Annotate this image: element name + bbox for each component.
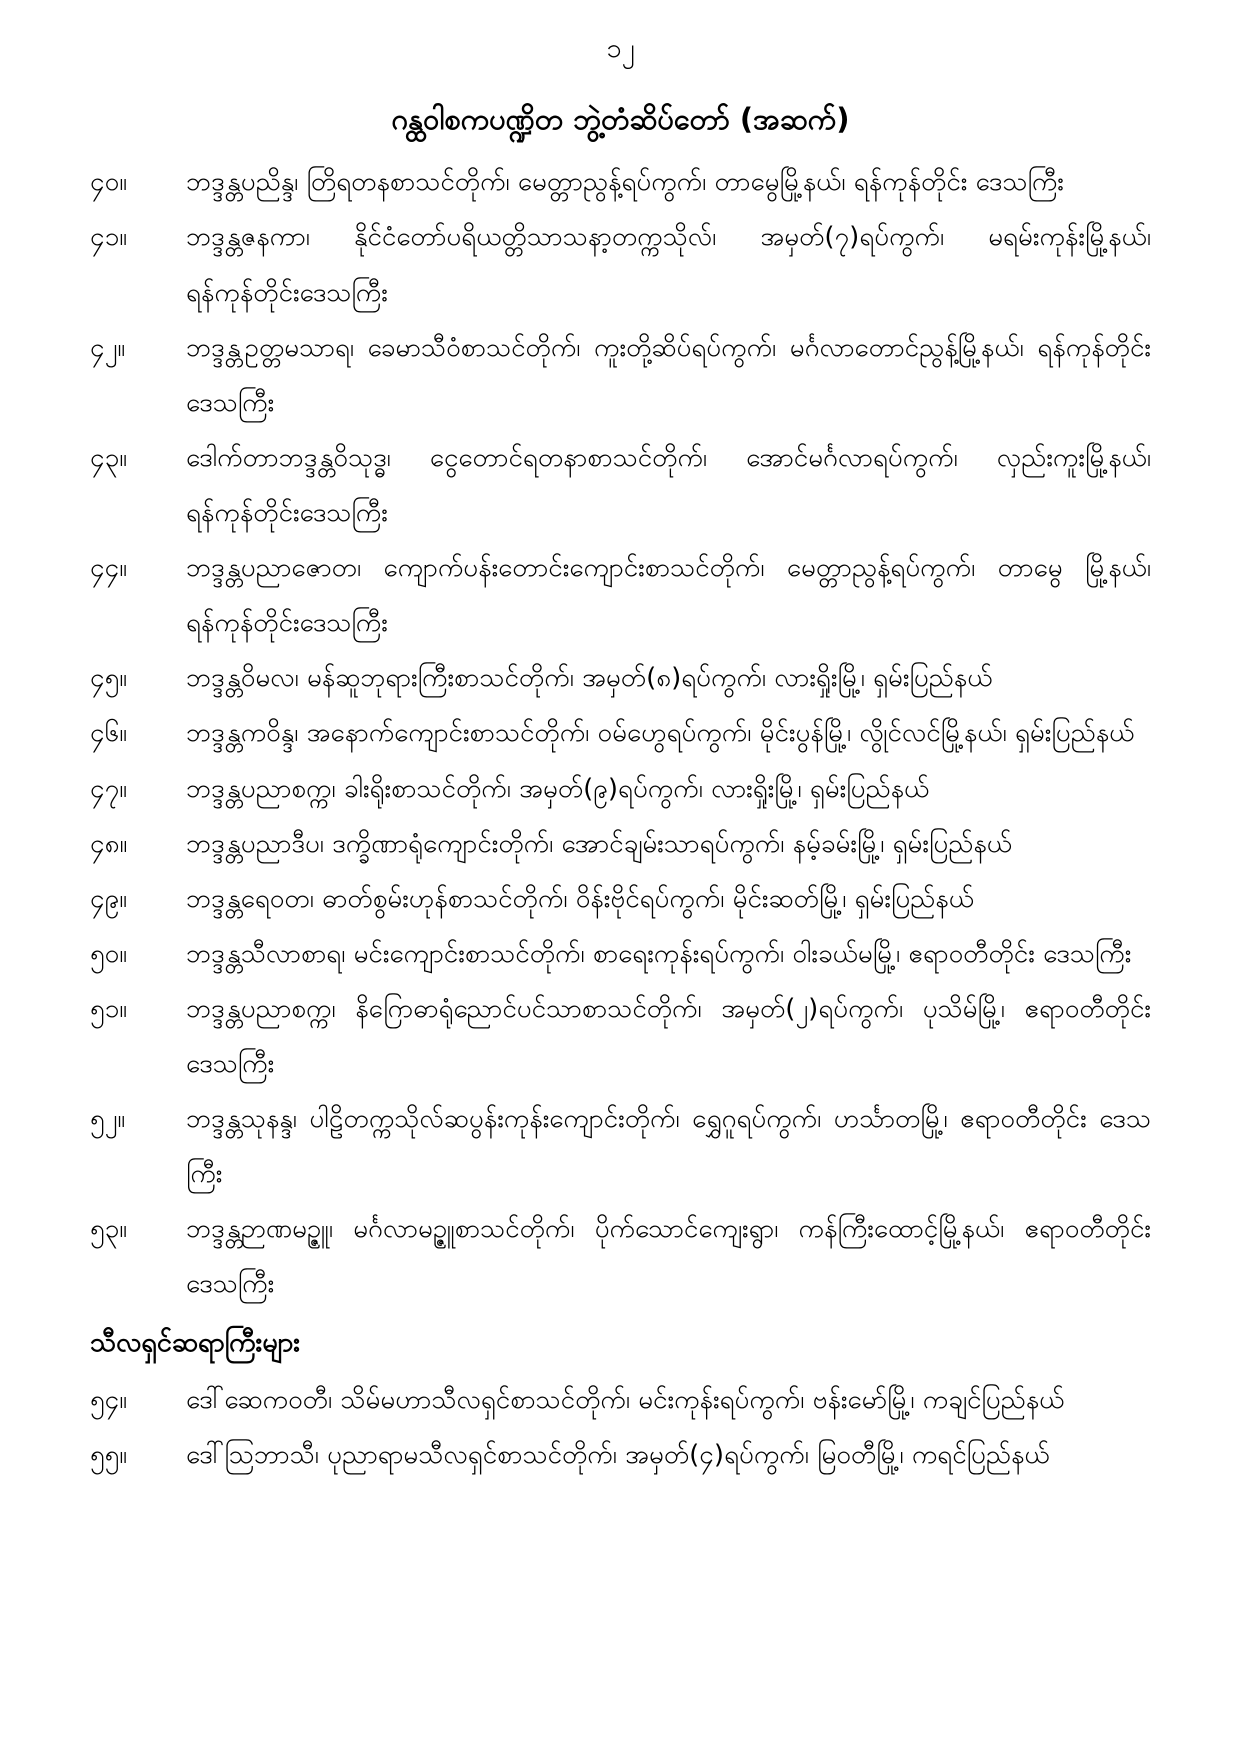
list-item xyxy=(90,651,1151,706)
list-item xyxy=(90,1373,1151,1428)
entry-number: ၅၃။ xyxy=(90,1214,128,1245)
entry-number: ၅၁။ xyxy=(90,993,128,1024)
entry-text: ဘဒ္ဒန္တဥတ္တမသာရ၊ ခေမာသီဝံစာသင်တိုက်၊ ကူးတို့ဆိပ်ရပ်ကွက်၊ မင်္ဂလာတောင်ညွန့်မြို့နယ်၊ ရန်ကုန်တိုင်းဒေသကြီး xyxy=(186,332,1151,418)
entry-text: ဘဒ္ဒန္တဉာဏမဥ္ဇူ၊ မင်္ဂလာမဥ္ဇူစာသင်တိုက်၊ ပိုက်သောင်ကျေးရွာ၊ ကန်ကြီးထောင့်မြို့နယ်၊ ဧရာဝတီတိုင်းဒေသကြီး xyxy=(186,1214,1151,1300)
entry-number: ၅၅။ xyxy=(90,1440,128,1471)
page-number: ၁၂ xyxy=(606,33,635,64)
entry-number: ၄၆။ xyxy=(90,718,128,749)
entry-text: ဘဒ္ဒန္တဇနကာ၊ နိုင်ငံတော်ပရိယတ္တိသာသနာ့တက္ကသိုလ်၊ အမှတ်(၇)ရပ်ကွက်၊ မရမ်းကုန်းမြို့နယ်၊ ရန်ကုန်တိုင်းဒေသကြီး xyxy=(186,222,1151,308)
entry-text: ဘဒ္ဒန္တဝိမလ၊ မန်ဆူဘုရားကြီးစာသင်တိုက်၊ အမှတ်(၈)ရပ်ကွက်၊ လားရှိုးမြို့၊ ရှမ်းပြည်နယ် xyxy=(186,663,993,694)
list-item xyxy=(90,541,1151,651)
entry-number: ၄၂။ xyxy=(90,332,126,363)
entry-text: ဘဒ္ဒန္တကဝိန္ဒ၊ အနောက်ကျောင်းစာသင်တိုက်၊ ဝမ်ဟွေရပ်ကွက်၊ မိုင်းပွန်မြို့၊ လွိုင်လင်မြို့နယ်၊ ရှမ်းပြည်နယ် xyxy=(186,718,1135,749)
entry-number: ၅၄။ xyxy=(90,1385,128,1416)
section-header: သီလရှင်ဆရာကြီးများ xyxy=(90,1326,301,1358)
list-item xyxy=(90,982,1151,1092)
entry-number: ၄၀။ xyxy=(90,167,128,198)
entry-number: ၅၂။ xyxy=(90,1104,126,1135)
entry-text: ဒေါက်တာဘဒ္ဒန္တဝိသုဒ္ဓ၊ ငွေတောင်ရတနာစာသင်တိုက်၊ အောင်မင်္ဂလာရပ်ကွက်၊ လှည်းကူးမြို့နယ်၊ ရန်ကုန်တိုင်းဒေသကြီး xyxy=(186,442,1151,528)
list-item xyxy=(90,1202,1151,1312)
list-item xyxy=(90,210,1151,320)
entry-text: ဘဒ္ဒန္တရေဝတ၊ ဓာတ်စွမ်းဟုန်စာသင်တိုက်၊ ဝိန်းဗိုင်ရပ်ကွက်၊ မိုင်းဆတ်မြို့၊ ရှမ်းပြည်နယ် xyxy=(186,883,974,914)
entry-number: ၄၄။ xyxy=(90,553,128,584)
page-title: ဂန္ထဝါစကပဏ္ဍိတ ဘွဲ့တံဆိပ်တော် (အဆက်) xyxy=(391,101,850,136)
entry-text: ဘဒ္ဒန္တပညိန္ဒ၊ တြိရတနစာသင်တိုက်၊ မေတ္တာညွန့်ရပ်ကွက်၊ တာမွေမြို့နယ်၊ ရန်ကုန်တိုင်း ဒေသကြီး xyxy=(186,167,1064,198)
list-item xyxy=(90,321,1151,431)
list-item xyxy=(90,872,1151,927)
list-item xyxy=(90,706,1151,761)
entry-number: ၅၀။ xyxy=(90,938,128,969)
list-item xyxy=(90,762,1151,817)
entry-text: ဘဒ္ဒန္တပညာစက္က၊ နိဂြောဓာရုံညောင်ပင်သာစာသင်တိုက်၊ အမှတ်(၂)ရပ်ကွက်၊ ပုသိမ်မြို့၊ ဧရာဝတီတိုင်းဒေသကြီး xyxy=(186,993,1151,1080)
entry-number: ၄၈။ xyxy=(90,828,128,859)
entry-number: ၄၉။ xyxy=(90,883,128,914)
entry-text: ဒေါ်သြဘာသီ၊ ပုညာရာမသီလရှင်စာသင်တိုက်၊ အမှတ်(၄)ရပ်ကွက်၊ မြဝတီမြို့၊ ကရင်ပြည်နယ် xyxy=(186,1440,1050,1471)
list-item xyxy=(90,431,1151,541)
entry-text: ဘဒ္ဒန္တပညာဒီပ၊ ဒက္ခိဏာရုံကျောင်းတိုက်၊ အောင်ချမ်းသာရပ်ကွက်၊ နမ့်ခမ်းမြို့၊ ရှမ်းပြည်နယ် xyxy=(186,828,1013,859)
entry-text: ဘဒ္ဒန္တသုနန္ဒ၊ ပါဠိတက္ကသိုလ်ဆပွန်းကုန်းကျောင်းတိုက်၊ ရွှေဂူရပ်ကွက်၊ ဟင်္သာတမြို့၊ ဧရာဝတီတိုင်း ဒေသကြီး xyxy=(186,1104,1151,1190)
entry-number: ၄၅။ xyxy=(90,663,128,694)
entry-text: ဒေါ်ဆေကဝတီ၊ သိမ်မဟာသီလရှင်စာသင်တိုက်၊ မင်းကုန်းရပ်ကွက်၊ ဗန်းမော်မြို့၊ ကချင်ပြည်နယ် xyxy=(186,1385,1065,1416)
list-item xyxy=(90,1428,1151,1483)
entry-text: ဘဒ္ဒန္တပညာဇောတ၊ ကျောက်ပန်းတောင်းကျောင်းစာသင်တိုက်၊ မေတ္တာညွန့်ရပ်ကွက်၊ တာမွေ မြို့နယ်၊ ရန်ကုန်တိုင်းဒေသကြီး xyxy=(186,553,1151,639)
list-item xyxy=(90,155,1151,210)
list-item xyxy=(90,817,1151,872)
entry-number: ၄၇။ xyxy=(90,773,128,804)
entry-text: ဘဒ္ဒန္တပညာစက္က၊ ခါးရိုးစာသင်တိုက်၊ အမှတ်(၉)ရပ်ကွက်၊ လားရှိုးမြို့၊ ရှမ်းပြည်နယ် xyxy=(186,773,930,804)
entry-text: ဘဒ္ဒန္တသီလာစာရ၊ မင်းကျောင်းစာသင်တိုက်၊ စာရေးကုန်းရပ်ကွက်၊ ဝါးခယ်မမြို့၊ ဧရာဝတီတိုင်း ဒေသကြီး xyxy=(186,938,1132,969)
entry-number: ၄၁။ xyxy=(90,222,128,253)
entry-number: ၄၃။ xyxy=(90,442,128,473)
list-item xyxy=(90,1092,1151,1202)
list-item xyxy=(90,927,1151,982)
